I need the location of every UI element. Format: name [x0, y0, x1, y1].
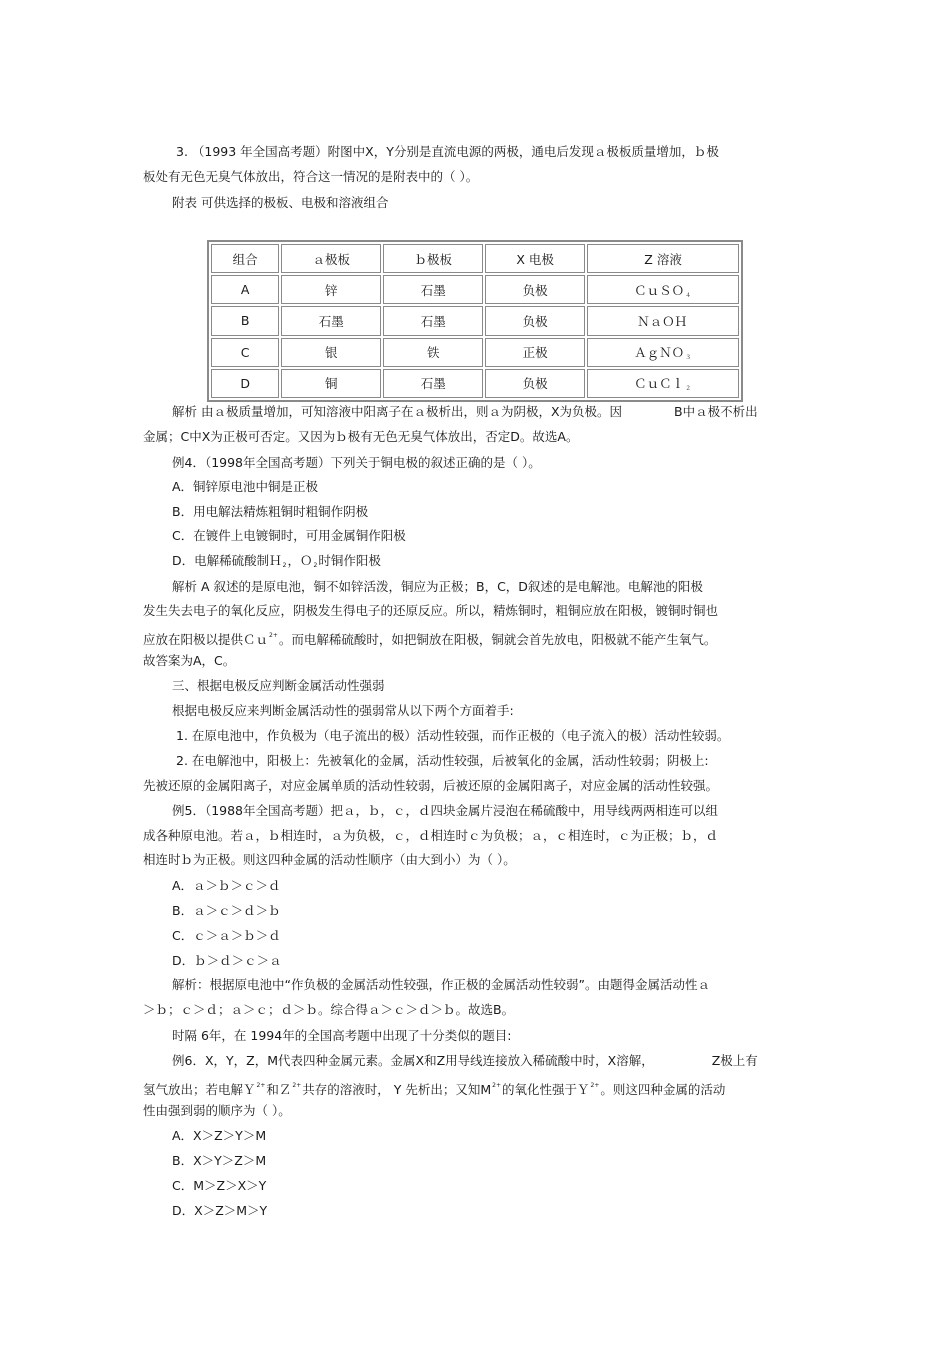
table-cell: 银 — [281, 338, 381, 367]
table-cell: 负极 — [485, 369, 585, 398]
table-cell — [587, 369, 739, 398]
ex6-line2 — [143, 1077, 725, 1099]
ex6-option-a: A．X＞Z＞Y＞M — [172, 1128, 267, 1143]
ex4-d-text: ，Ｏ — [287, 553, 313, 568]
formula-subscript: ３ — [685, 354, 692, 362]
table-cell — [587, 275, 739, 304]
formula: ＣｕＳＯ — [634, 282, 685, 298]
superscript: 2+ — [492, 1082, 501, 1089]
superscript: 2+ — [269, 632, 278, 639]
table-row — [211, 338, 739, 367]
analysis2-line3 — [143, 627, 716, 649]
formula: ＡｇＮＯ — [634, 345, 685, 361]
ex6-text: 例6．X，Y，Z，M代表四种金属元素。金属X和Z用导线连接放入稀硫酸中时，X溶解， — [172, 1053, 654, 1068]
subscript: 2 — [313, 562, 318, 569]
table-cell: C — [211, 338, 279, 367]
table-cell: 石墨 — [383, 275, 483, 304]
analysis3-line2: ＞ｂ；ｃ＞ｄ；ａ＞ｃ；ｄ＞ｂ。综合得ａ＞ｃ＞ｄ＞ｂ。故选B。 — [143, 1002, 515, 1017]
formula-subscript: ２ — [685, 385, 692, 393]
table-cell: 负极 — [485, 275, 585, 304]
table-row — [211, 369, 739, 398]
analysis3-line1: 解析：根据原电池中“作负极的金属活动性较强，作正极的金属活动性较弱”。由题得金属活动性ａ — [172, 977, 710, 992]
table-cell: B — [211, 306, 279, 335]
ex6-line1 — [172, 1052, 758, 1070]
analysis1-text: 解析 由ａ极质量增加，可知溶液中阳离子在ａ极析出，则ａ为阴极，X为负极。因 — [172, 404, 623, 419]
interval-text: 时隔 6年，在 1994年的全国高考题中出现了十分类似的题目: — [172, 1028, 512, 1043]
superscript: 2+ — [590, 1082, 600, 1089]
ex4-d-text: 时铜作阳极 — [318, 553, 381, 568]
analysis2-text: 应放在阳极以提供Ｃｕ — [143, 632, 269, 647]
ex5-option-b: B．ａ＞ｃ＞ｄ＞ｂ — [172, 903, 281, 918]
ex6-text-b: Z极上有 — [711, 1053, 758, 1068]
section3-point2: 2. 在电解池中，阳极上：先被氧化的金属，活动性较强，后被氧化的金属，活动性较弱；阴极上: — [176, 753, 709, 768]
header-cell: ｂ极板 — [383, 244, 483, 273]
superscript: 2+ — [256, 1082, 266, 1089]
header-cell: Z 溶液 — [587, 244, 739, 273]
ex4-option-d — [172, 552, 381, 575]
analysis2-line2: 发生失去电子的氧化反应，阴极发生得电子的还原反应。所以，精炼铜时，粗铜应放在阳极，镀铜时铜也 — [143, 603, 719, 618]
ex5-line2: 成各种原电池。若ａ，ｂ相连时，ａ为负极，ｃ，ｄ相连时ｃ为负极；ａ，ｃ相连时，ｃ为正极；ｂ，ｄ — [143, 828, 719, 843]
analysis1-line1 — [172, 403, 758, 421]
table-cell: 铁 — [383, 338, 483, 367]
analysis2-line4: 故答案为A，C。 — [143, 653, 236, 668]
table-cell: D — [211, 369, 279, 398]
table-cell — [587, 306, 739, 335]
q3-line2: 板处有无色无臭气体放出，符合这一情况的是附表中的（ ）。 — [143, 169, 479, 184]
analysis2-line1: 解析 A 叙述的是原电池，铜不如锌活泼，铜应为正极；B，C，D叙述的是电解池。电解池的阳极 — [172, 579, 703, 594]
analysis1-line2: 金属；C中X为正极可否定。又因为ｂ极有无色无臭气体放出，否定D。故选A。 — [143, 429, 579, 444]
electrode-combination-table — [207, 240, 743, 402]
table-caption: 附表 可供选择的极板、电极和溶液组合 — [172, 195, 389, 210]
table-header-row — [211, 244, 739, 273]
ex6-text: 的氧化性强于Ｙ — [501, 1082, 590, 1097]
table-cell — [587, 338, 739, 367]
formula: ＣｕＣｌ — [634, 376, 685, 392]
table-cell: 负极 — [485, 306, 585, 335]
ex5-line1: 例5．（1988年全国高考题）把ａ，ｂ，ｃ，ｄ四块金属片浸泡在稀硫酸中，用导线两两相连可以组 — [172, 803, 719, 818]
ex6-line3: 性由强到弱的顺序为（ ）。 — [143, 1103, 291, 1118]
ex4-d-text: D．电解稀硫酸制Ｈ — [172, 553, 282, 568]
section3-intro: 根据电极反应来判断金属活动性的强弱常从以下两个方面着手: — [172, 703, 514, 718]
ex5-option-c: C．ｃ＞ａ＞ｂ＞ｄ — [172, 928, 281, 943]
formula-subscript: ４ — [685, 291, 692, 299]
ex5-option-d: D．ｂ＞ｄ＞ｃ＞ａ — [172, 953, 282, 968]
header-cell: ａ极板 — [281, 244, 381, 273]
ex6-text: 。则这四种金属的活动 — [600, 1082, 726, 1097]
table-cell: 正极 — [485, 338, 585, 367]
superscript: 2+ — [292, 1082, 302, 1089]
ex5-option-a: A．ａ＞ｂ＞ｃ＞ｄ — [172, 878, 281, 893]
ex6-option-d: D．X＞Z＞M＞Y — [172, 1203, 268, 1218]
subscript: 2 — [282, 562, 287, 569]
table-cell: 铜 — [281, 369, 381, 398]
table-cell: A — [211, 275, 279, 304]
ex4-option-a: A．铜锌原电池中铜是正极 — [172, 479, 319, 494]
ex6-text: 氢气放出；若电解Ｙ — [143, 1082, 256, 1097]
ex4-option-b: B．用电解法精炼粗铜时粗铜作阴极 — [172, 504, 369, 519]
table-row — [211, 306, 739, 335]
section3-title: 三、根据电极反应判断金属活动性强弱 — [172, 678, 385, 693]
header-cell: X 电极 — [485, 244, 585, 273]
table-cell: 石墨 — [383, 369, 483, 398]
table-row — [211, 275, 739, 304]
ex6-option-c: C．M＞Z＞X＞Y — [172, 1178, 267, 1193]
q3-line1: 3. （1993 年全国高考题）附图中X，Y分别是直流电源的两极，通电后发现ａ极板质量增加，ｂ极 — [176, 144, 719, 159]
header-cell: 组合 — [211, 244, 279, 273]
section3-point1: 1. 在原电池中，作负极为（电子流出的极）活动性较强，而作正极的（电子流入的极）活动性较弱。 — [176, 728, 730, 743]
table-cell: 石墨 — [383, 306, 483, 335]
ex4-stem: 例4．（1998年全国高考题）下列关于铜电极的叙述正确的是（ ）。 — [172, 455, 541, 470]
table-cell: 石墨 — [281, 306, 381, 335]
analysis1-text-b: B中ａ极不析出 — [674, 404, 758, 419]
table-cell: 锌 — [281, 275, 381, 304]
ex6-text: 共存的溶液时， Y 先析出；又知M — [302, 1082, 492, 1097]
ex5-line3: 相连时ｂ为正极。则这四种金属的活动性顺序（由大到小）为（ ）。 — [143, 852, 516, 867]
analysis2-text: 。而电解稀硫酸时，如把铜放在阳极，铜就会首先放电，阳极就不能产生氧气。 — [278, 632, 717, 647]
ex6-option-b: B．X＞Y＞Z＞M — [172, 1153, 267, 1168]
formula: ＮａＯＨ — [637, 313, 688, 329]
section3-point2b: 先被还原的金属阳离子，对应金属单质的活动性较弱，后被还原的金属阳离子，对应金属的活动性较强。 — [143, 778, 719, 793]
ex4-option-c: C．在镀件上电镀铜时，可用金属铜作阳极 — [172, 528, 406, 543]
ex6-text: 和Ｚ — [266, 1082, 292, 1097]
